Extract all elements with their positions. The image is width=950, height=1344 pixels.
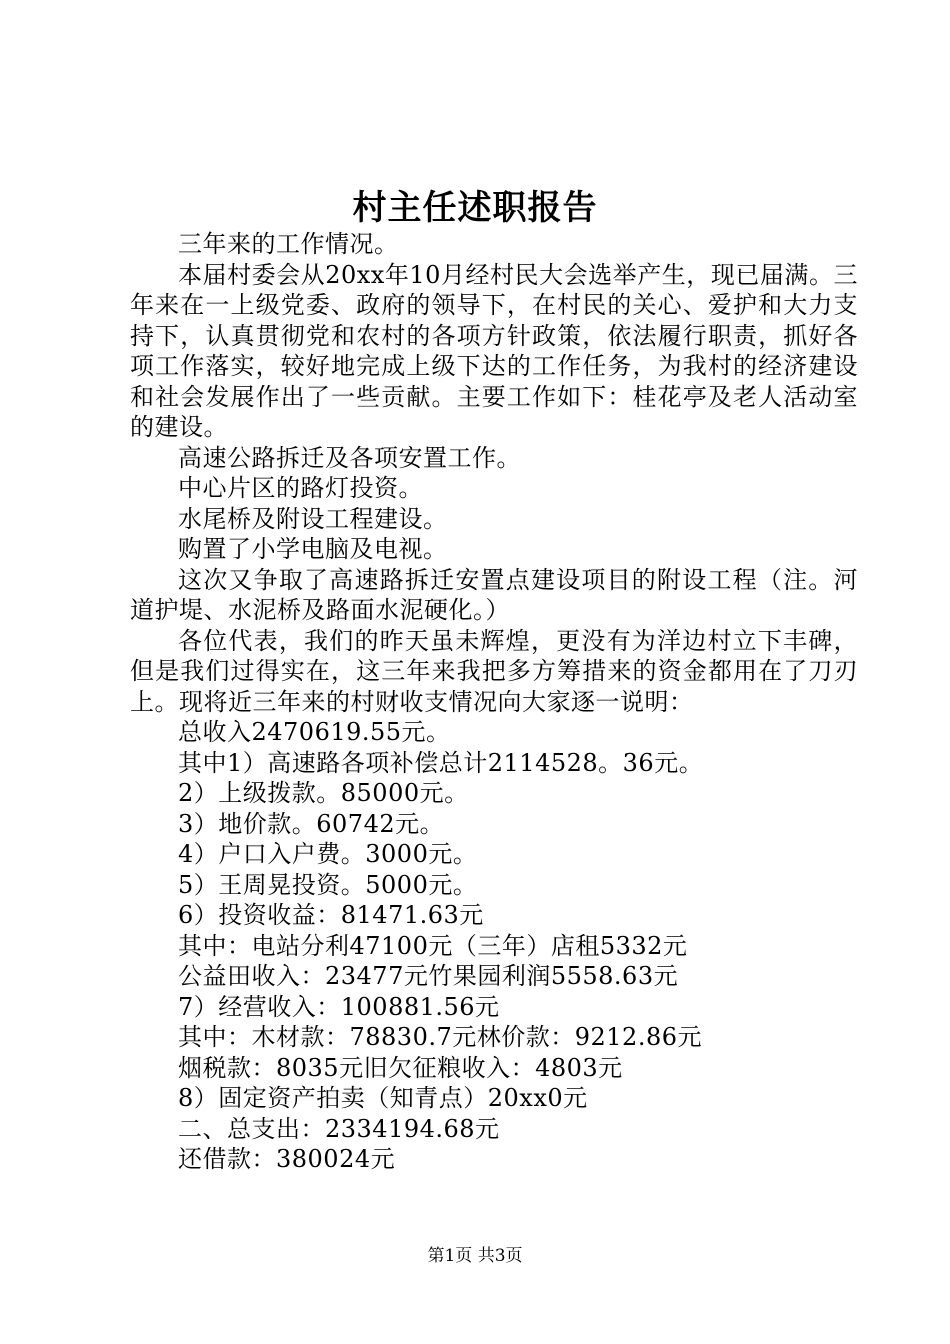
paragraph: 总收入2470619.55元。 <box>178 718 451 746</box>
paragraph: 3）地价款。60742元。 <box>178 809 445 838</box>
paragraph: 5）王周晃投资。5000元。 <box>178 870 478 899</box>
document-body <box>130 229 858 1175</box>
paragraph: 2）上级拨款。85000元。 <box>178 779 469 807</box>
paragraph: 还借款：380024元 <box>178 1145 396 1173</box>
paragraph: 中心片区的路灯投资。 <box>178 474 423 502</box>
paragraph: 4）户口入户费。3000元。 <box>178 840 478 868</box>
page-footer: 第1页 共3页 <box>427 1246 523 1266</box>
paragraph: 高速公路拆迁及各项安置工作。 <box>178 443 521 472</box>
paragraph: 公益田收入：23477元竹果园利润5558.63元 <box>178 962 679 990</box>
paragraph: 烟税款：8035元旧欠征粮收入：4803元 <box>178 1053 623 1082</box>
paragraph: 购置了小学电脑及电视。 <box>178 535 448 563</box>
paragraph: 本届村委会从20xx年10月经村民大会选举产生，现已届满。三年来在一上级党委、政府的领导下，在村民的关心、爱护和大力支持下，认真贯彻党和农村的各项方针政策，依法履行职责，抓好各项工作落实，较好地完成上级下达的工作任务，为我村的经济建设和社会发展作出了一些贡献。主要工作如下：桂花亭及老人活动室的建设。 <box>130 260 858 441</box>
paragraph: 各位代表，我们的昨天虽未辉煌，更没有为洋边村立下丰碑，但是我们过得实在，这三年来我把多方筹措来的资金都用在了刀刃上。现将近三年来的村财收支情况向大家逐一说明： <box>130 626 858 716</box>
paragraph: 三年来的工作情况。 <box>178 230 399 258</box>
paragraph: 其中：电站分利47100元（三年）店租5332元 <box>178 931 688 960</box>
paragraph: 7）经营收入：100881.56元 <box>178 992 500 1021</box>
paragraph: 其中：木材款：78830.7元林价款：9212.86元 <box>178 1023 702 1051</box>
paragraph: 8）固定资产拍卖（知青点）20xx0元 <box>178 1084 588 1112</box>
paragraph: 二、总支出：2334194.68元 <box>178 1114 500 1143</box>
paragraph: 水尾桥及附设工程建设。 <box>178 504 448 533</box>
paragraph: 这次又争取了高速路拆迁安置点建设项目的附设工程（注。河道护堤、水泥桥及路面水泥硬化。） <box>130 565 858 624</box>
paragraph: 6）投资收益：81471.63元 <box>178 901 484 929</box>
paragraph: 其中1）高速路各项补偿总计2114528。36元。 <box>178 748 704 777</box>
document-title: 村主任述职报告 <box>352 188 598 228</box>
